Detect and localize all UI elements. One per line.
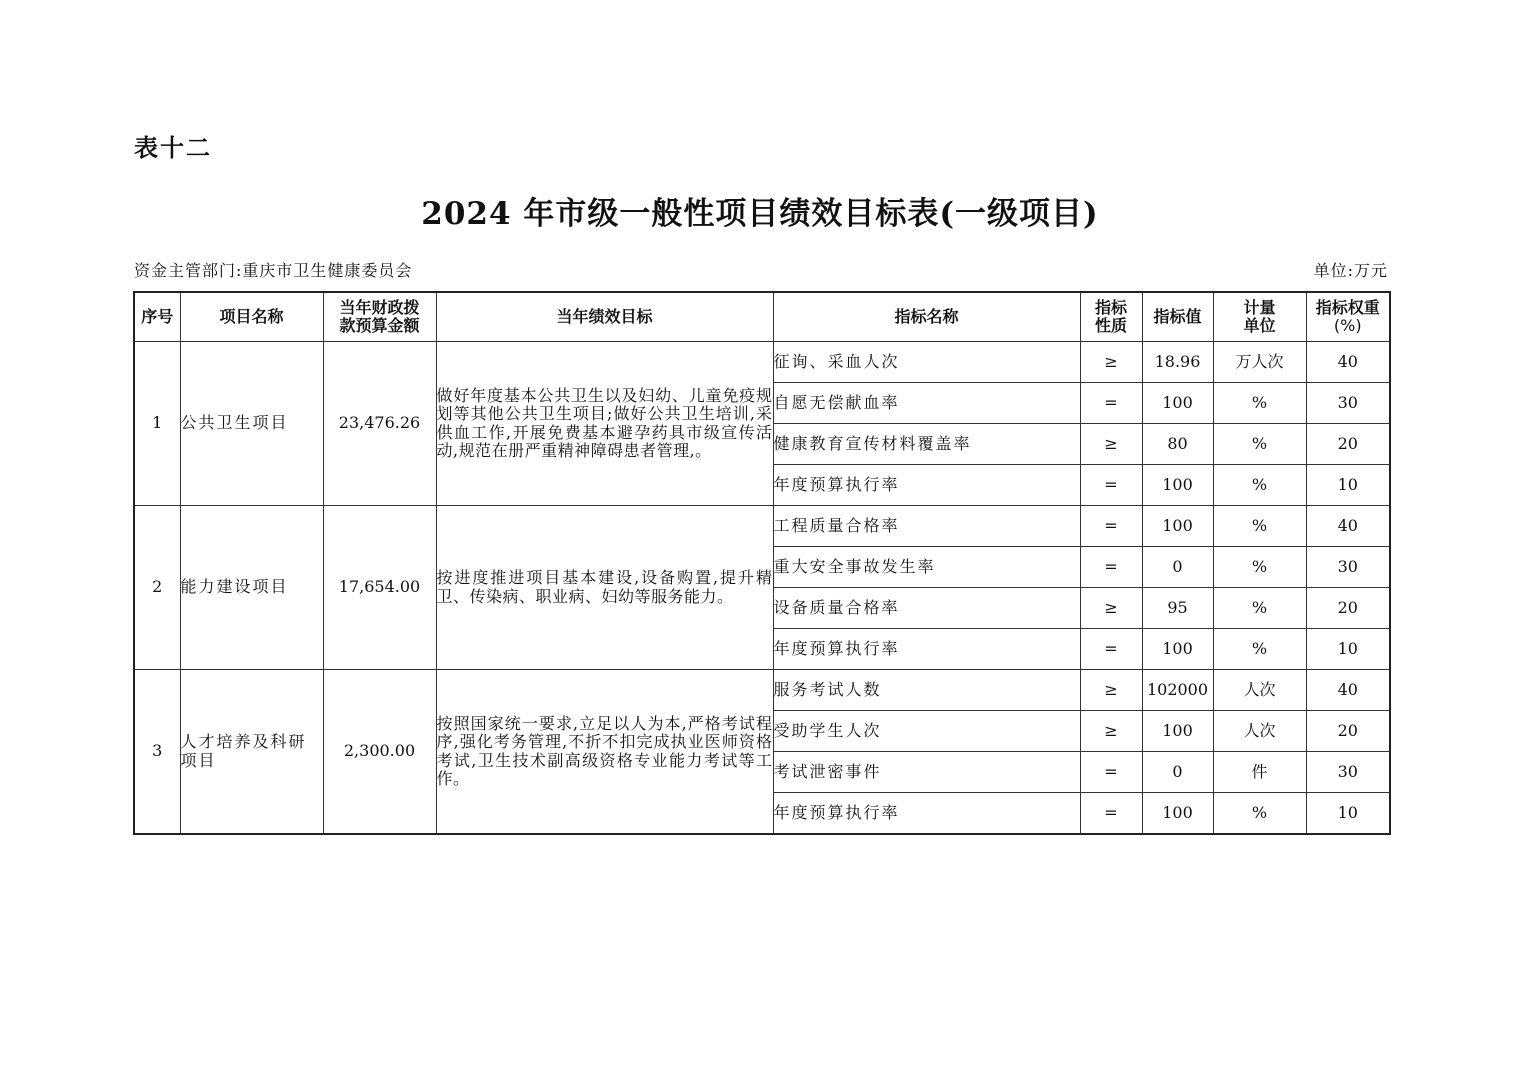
indicator-name: 服务考试人数 — [773, 670, 1080, 711]
indicator-name: 考试泄密事件 — [773, 752, 1080, 793]
indicator-value: 100 — [1142, 465, 1213, 506]
table-row — [134, 506, 1390, 547]
indicator-unit: 人次 — [1213, 711, 1306, 752]
indicator-unit: 人次 — [1213, 670, 1306, 711]
project-budget: 17,654.00 — [323, 506, 436, 670]
project-seq: 1 — [134, 342, 180, 506]
unit-label: 单位:万元 — [1313, 261, 1388, 280]
project-goal: 做好年度基本公共卫生以及妇幼、儿童免疫规划等其他公共卫生项目;做好公共卫生培训,采供血工作,开展免费基本避孕药具市级宣传活动,规范在册严重精神障碍患者管理,。 — [436, 342, 773, 506]
project-goal: 按照国家统一要求,立足以人为本,严格考试程序,强化考务管理,不折不扣完成执业医师资格考试,卫生技术副高级资格专业能力考试等工作。 — [436, 670, 773, 835]
indicator-unit: % — [1213, 465, 1306, 506]
indicator-operator: ≥ — [1080, 670, 1142, 711]
indicator-weight: 30 — [1306, 383, 1390, 424]
header-weight-line2: (%) — [1333, 316, 1362, 335]
project-seq: 2 — [134, 506, 180, 670]
indicator-unit: % — [1213, 383, 1306, 424]
indicator-weight: 20 — [1306, 711, 1390, 752]
indicator-value: 102000 — [1142, 670, 1213, 711]
project-name: 人才培养及科研项目 — [180, 670, 323, 835]
indicator-operator: = — [1080, 506, 1142, 547]
header-seq: 序号 — [134, 292, 180, 342]
indicator-name: 受助学生人次 — [773, 711, 1080, 752]
indicator-value: 100 — [1142, 711, 1213, 752]
indicator-value: 95 — [1142, 588, 1213, 629]
project-goal: 按进度推进项目基本建设,设备购置,提升精卫、传染病、职业病、妇幼等服务能力。 — [436, 506, 773, 670]
indicator-value: 100 — [1142, 383, 1213, 424]
indicator-weight: 40 — [1306, 670, 1390, 711]
indicator-unit: % — [1213, 424, 1306, 465]
indicator-weight: 10 — [1306, 465, 1390, 506]
header-project: 项目名称 — [180, 292, 323, 342]
table-row — [134, 670, 1390, 711]
indicator-operator: = — [1080, 383, 1142, 424]
project-budget: 2,300.00 — [323, 670, 436, 835]
header-unit-line2: 单位 — [1243, 316, 1276, 335]
header-value: 指标值 — [1142, 292, 1213, 342]
header-budget — [323, 292, 436, 342]
indicator-name: 征询、采血人次 — [773, 342, 1080, 383]
indicator-unit: 件 — [1213, 752, 1306, 793]
header-goal: 当年绩效目标 — [436, 292, 773, 342]
indicator-value: 100 — [1142, 793, 1213, 835]
header-unit-line1: 计量 — [1243, 297, 1276, 317]
header-nature — [1080, 292, 1142, 342]
indicator-weight: 10 — [1306, 629, 1390, 670]
header-budget-line2: 款预算金额 — [339, 316, 420, 335]
performance-table — [133, 291, 1391, 835]
indicator-operator: = — [1080, 629, 1142, 670]
header-nature-line1: 指标 — [1094, 297, 1127, 317]
project-name: 能力建设项目 — [180, 506, 323, 670]
indicator-weight: 20 — [1306, 588, 1390, 629]
indicator-name: 年度预算执行率 — [773, 629, 1080, 670]
indicator-operator: ≥ — [1080, 711, 1142, 752]
indicator-name: 设备质量合格率 — [773, 588, 1080, 629]
document-title: 2024 年市级一般性项目绩效目标表(一级项目) — [421, 196, 1099, 232]
project-budget: 23,476.26 — [323, 342, 436, 506]
indicator-value: 0 — [1142, 547, 1213, 588]
indicator-weight: 40 — [1306, 506, 1390, 547]
indicator-value: 18.96 — [1142, 342, 1213, 383]
indicator-unit: % — [1213, 629, 1306, 670]
indicator-name: 健康教育宣传材料覆盖率 — [773, 424, 1080, 465]
indicator-name: 自愿无偿献血率 — [773, 383, 1080, 424]
indicator-unit: 万人次 — [1213, 342, 1306, 383]
indicator-unit: % — [1213, 588, 1306, 629]
indicator-unit: % — [1213, 506, 1306, 547]
indicator-value: 0 — [1142, 752, 1213, 793]
indicator-name: 工程质量合格率 — [773, 506, 1080, 547]
indicator-weight: 30 — [1306, 752, 1390, 793]
project-name: 公共卫生项目 — [180, 342, 323, 506]
indicator-operator: = — [1080, 752, 1142, 793]
department-label: 资金主管部门:重庆市卫生健康委员会 — [134, 261, 413, 280]
table-number-label: 表十二 — [134, 134, 212, 162]
indicator-value: 100 — [1142, 506, 1213, 547]
indicator-weight: 20 — [1306, 424, 1390, 465]
header-nature-line2: 性质 — [1094, 316, 1127, 335]
header-budget-line1: 当年财政拨 — [339, 297, 420, 317]
indicator-operator: ≥ — [1080, 424, 1142, 465]
header-unit — [1213, 292, 1306, 342]
project-seq: 3 — [134, 670, 180, 835]
indicator-name: 年度预算执行率 — [773, 793, 1080, 835]
indicator-weight: 30 — [1306, 547, 1390, 588]
indicator-name: 重大安全事故发生率 — [773, 547, 1080, 588]
indicator-name: 年度预算执行率 — [773, 465, 1080, 506]
table-row — [134, 342, 1390, 383]
indicator-weight: 10 — [1306, 793, 1390, 835]
meta-row — [134, 258, 1388, 282]
indicator-unit: % — [1213, 793, 1306, 835]
indicator-unit: % — [1213, 547, 1306, 588]
indicator-weight: 40 — [1306, 342, 1390, 383]
indicator-value: 100 — [1142, 629, 1213, 670]
indicator-operator: = — [1080, 465, 1142, 506]
indicator-operator: = — [1080, 793, 1142, 835]
header-indicator: 指标名称 — [773, 292, 1080, 342]
indicator-value: 80 — [1142, 424, 1213, 465]
indicator-operator: ≥ — [1080, 588, 1142, 629]
header-weight — [1306, 292, 1390, 342]
indicator-operator: ≥ — [1080, 342, 1142, 383]
table-header-row — [134, 292, 1390, 342]
indicator-operator: = — [1080, 547, 1142, 588]
header-weight-line1: 指标权重 — [1315, 297, 1380, 317]
